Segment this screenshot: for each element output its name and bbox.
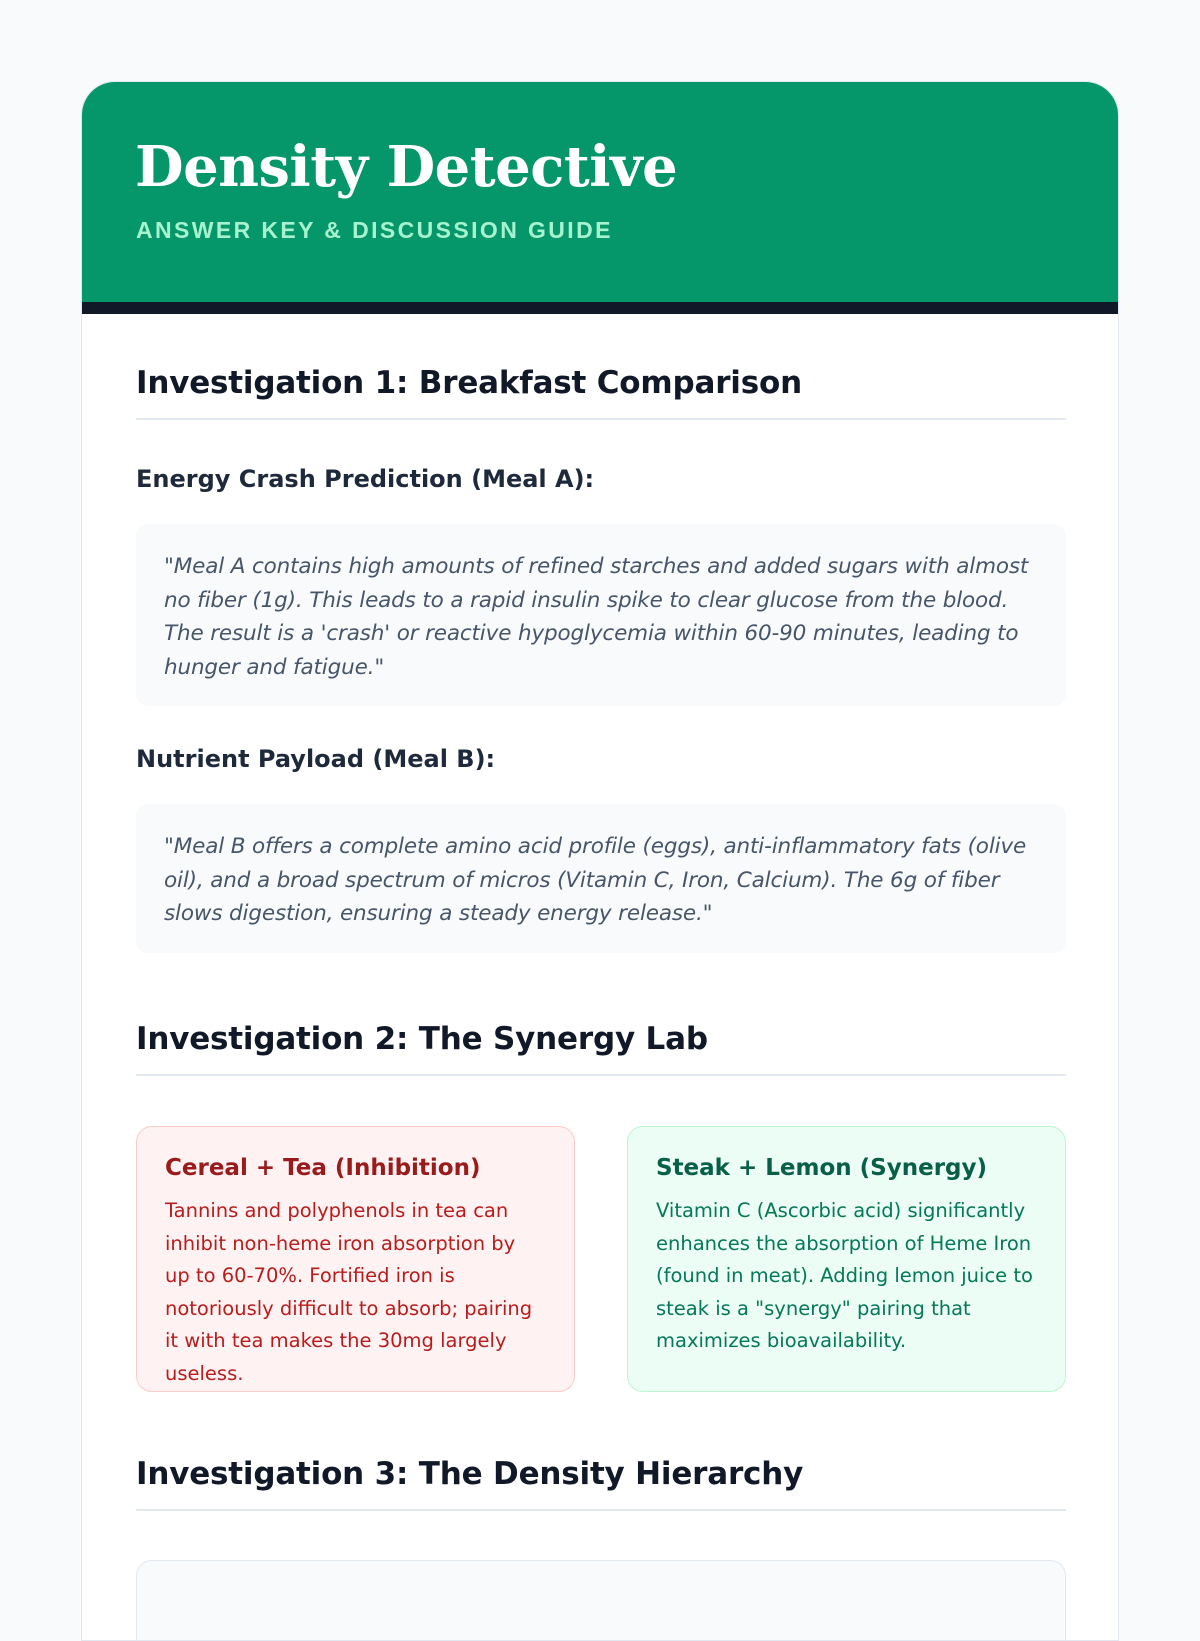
- density-hierarchy-panel: [136, 1560, 1066, 1641]
- synergy-card: [627, 1126, 1066, 1392]
- meal-b-question-label: Nutrient Payload (Meal B):: [136, 745, 496, 773]
- synergy-text: Vitamin C (Ascorbic acid) significantly enhances the absorption of Heme Iron (found in meat). Adding lemon juice to steak is a "synergy" pairing that maximizes bioavailability.: [656, 1199, 1033, 1352]
- inhibition-card: [136, 1126, 575, 1392]
- investigation-3-heading: Investigation 3: The Density Hierarchy: [136, 1455, 1066, 1511]
- page-title: Density Detective: [135, 134, 678, 200]
- meal-a-question-label: Energy Crash Prediction (Meal A):: [136, 465, 595, 493]
- investigation-1-heading: Investigation 1: Breakfast Comparison: [136, 364, 1066, 420]
- page-subtitle: ANSWER KEY & DISCUSSION GUIDE: [136, 217, 613, 243]
- meal-a-answer: "Meal A contains high amounts of refined starches and added sugars with almost no fiber (1g). This leads to a rapid insulin spike to clear glucose from the blood. The result is a 'crash' or reactive hypoglycemia within 60-90 minutes, leading to hunger and fatigue.": [136, 524, 1066, 706]
- investigation-2-heading: Investigation 2: The Synergy Lab: [136, 1020, 1066, 1076]
- inhibition-text: Tannins and polyphenols in tea can inhibit non-heme iron absorption by up to 60-70%. Fortified iron is notoriously difficult to absorb; pairing it with tea makes the 30mg largely useless.: [165, 1199, 533, 1385]
- synergy-title: Steak + Lemon (Synergy): [656, 1155, 988, 1181]
- meal-b-answer: "Meal B offers a complete amino acid profile (eggs), anti-inflammatory fats (olive oil), and a broad spectrum of micros (Vitamin C, Iron, Calcium). The 6g of fiber slows digestion, ensuring a steady energy release.": [136, 804, 1066, 953]
- page-header: [82, 82, 1118, 314]
- answer-key-card: [81, 81, 1119, 1641]
- inhibition-title: Cereal + Tea (Inhibition): [165, 1155, 481, 1181]
